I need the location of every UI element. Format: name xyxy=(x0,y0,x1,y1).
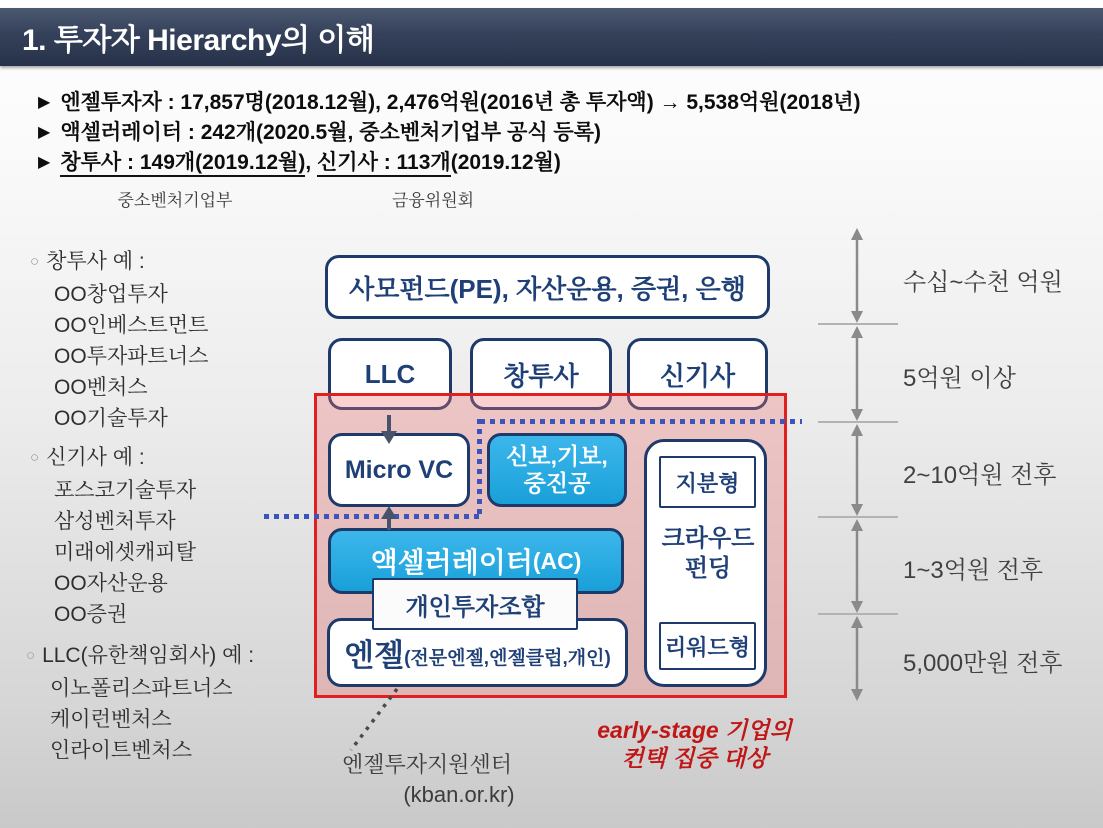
dotted-line-bottom xyxy=(264,514,480,519)
dotted-connector-angel-kban xyxy=(351,689,397,750)
early-stage-note xyxy=(592,716,797,772)
example-item: OO창업투자 xyxy=(54,283,168,306)
example-item: 미래에셋캐피탈 xyxy=(54,541,197,564)
kban-url-label: (kban.or.kr) xyxy=(403,782,515,807)
box-personal-investment-union: 개인투자조합 xyxy=(372,578,578,630)
underline-label-smba: 중소벤처기업부 xyxy=(117,191,233,210)
bullet-list xyxy=(38,88,860,178)
example-item: OO증권 xyxy=(54,603,128,626)
example-group-llc xyxy=(26,640,254,766)
title-bar xyxy=(0,8,1103,66)
example-item: 인라이트벤처스 xyxy=(50,739,193,762)
box-singisa: 신기사 xyxy=(627,338,768,410)
box-changtusa: 창투사 xyxy=(470,338,612,410)
bullet-text: , xyxy=(305,151,318,174)
bullet-text-underlined: 신기사 : 113개 xyxy=(317,151,451,177)
box-equity-type: 지분형 xyxy=(659,456,756,508)
scale-ticks xyxy=(818,324,898,614)
sinbo-line1: 신보,기보, xyxy=(506,443,608,469)
bullet-line-changtusa xyxy=(38,148,860,178)
example-item: OO인베스트먼트 xyxy=(54,314,209,337)
box-crowdfunding xyxy=(644,439,767,687)
example-item: OO자산운용 xyxy=(54,572,168,595)
bullet-text-underlined: 창투사 : 149개(2019.12월) xyxy=(60,151,305,177)
accelerator-label: 액셀러레이터 xyxy=(370,547,533,578)
example-heading-row xyxy=(30,246,208,279)
triangle-bullet-icon: ▶ xyxy=(38,124,51,141)
box-llc: LLC xyxy=(328,338,452,410)
kban-center-label: 엔젤투자지원센터 xyxy=(341,752,513,777)
triangle-bullet-icon: ▶ xyxy=(38,94,51,111)
box-sinbo-gibo xyxy=(487,433,627,507)
example-item: OO벤처스 xyxy=(54,376,148,399)
bullet-text: 엔젤투자자 : 17,857명(2018.12월), 2,476억원(2016년 총 투자액) → 5,538억원(2018년) xyxy=(60,91,861,114)
scale-label-5: 5,000만원 전후 xyxy=(903,650,1063,677)
bullet-line-angel xyxy=(38,88,860,118)
triangle-bullet-icon: ▶ xyxy=(38,154,51,171)
dotted-line-top xyxy=(480,419,802,424)
example-item: OO투자파트너스 xyxy=(54,345,209,368)
bullet-line-accelerator xyxy=(38,118,860,148)
crowd-line2: 펀딩 xyxy=(684,555,732,582)
example-heading: 신기사 예 : xyxy=(46,446,145,469)
example-group-changtusa xyxy=(30,246,208,434)
crowd-line1: 크라우드 xyxy=(661,525,755,552)
circle-bullet-icon: ○ xyxy=(26,647,36,664)
early-stage-line1: early-stage 기업의 xyxy=(597,717,792,743)
crowdfunding-label xyxy=(659,524,757,584)
circle-bullet-icon: ○ xyxy=(30,449,40,466)
example-item: 포스코기술투자 xyxy=(54,479,197,502)
circle-bullet-icon: ○ xyxy=(30,253,40,270)
example-group-singisa xyxy=(30,442,196,630)
scale-label-3: 2~10억원 전후 xyxy=(903,462,1057,489)
angel-label: 엔젤 xyxy=(344,638,405,673)
early-stage-line2: 컨택 집중 대상 xyxy=(621,745,768,771)
underline-label-fsc: 금융위원회 xyxy=(391,191,475,210)
scale-label-2: 5억원 이상 xyxy=(903,365,1016,392)
accelerator-suffix: (AC) xyxy=(532,547,582,574)
scale-arrow-segments xyxy=(851,228,863,701)
dotted-line-vertical xyxy=(477,419,482,519)
example-item: 삼성벤처투자 xyxy=(54,510,176,533)
example-item: 이노폴리스파트너스 xyxy=(50,677,233,700)
example-heading: 창투사 예 : xyxy=(46,250,145,273)
bullet-text: 액셀러레이터 : 242개(2020.5월, 중소벤처기업부 공식 등록) xyxy=(60,121,601,144)
bullet-text: (2019.12월) xyxy=(450,151,561,174)
scale-label-1: 수십~수천 억원 xyxy=(903,269,1063,296)
angel-sub-label: (전문엔젤,엔젤클럽,개인) xyxy=(404,648,611,669)
example-heading-row xyxy=(30,442,196,475)
example-item: OO기술투자 xyxy=(54,407,168,430)
example-heading-row xyxy=(26,640,254,673)
page-title: 1. 투자자 Hierarchy의 이해 xyxy=(22,24,375,57)
example-heading: LLC(유한책임회사) 예 : xyxy=(42,644,255,667)
box-reward-type: 리워드형 xyxy=(659,622,756,670)
sinbo-line2: 중진공 xyxy=(523,470,591,496)
box-micro-vc: Micro VC xyxy=(328,433,470,507)
example-item: 케이런벤처스 xyxy=(50,708,172,731)
box-private-equity: 사모펀드(PE), 자산운용, 증권, 은행 xyxy=(325,255,770,319)
scale-label-4: 1~3억원 전후 xyxy=(903,557,1044,584)
